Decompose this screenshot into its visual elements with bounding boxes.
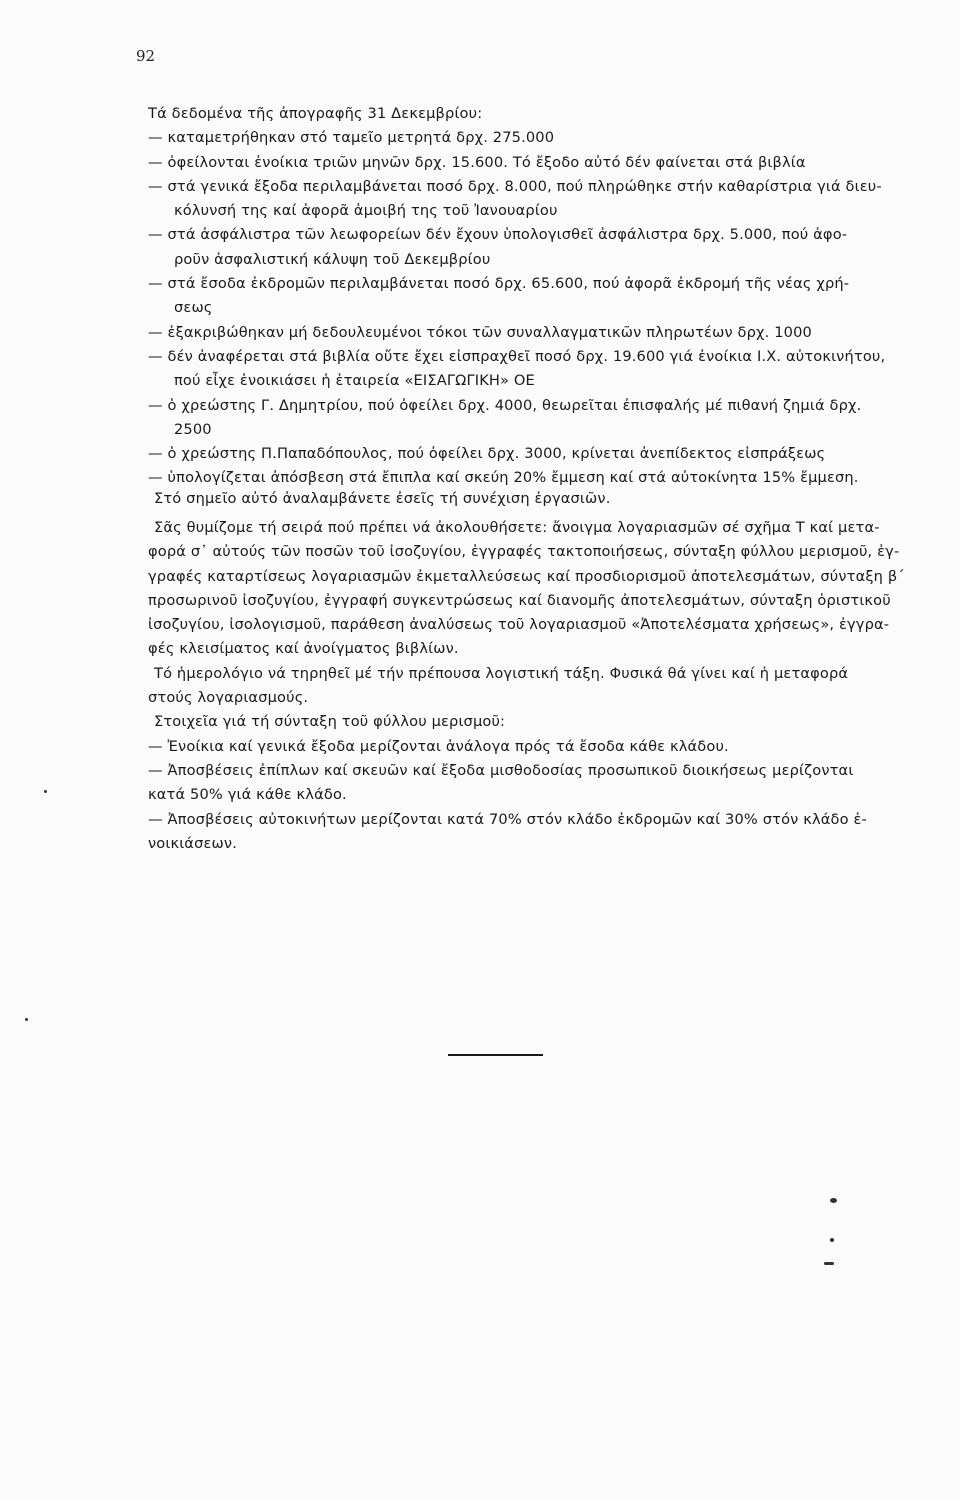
inventory-item: — στά γενικά ἔξοδα περιλαμβάνεται ποσό δρχ. 8.000, πού πληρώθηκε στήν καθαρίστρια γιά διευ-: [148, 177, 882, 195]
page-number: 92: [136, 47, 156, 65]
allocation-heading: Στοιχεῖα γιά τή σύνταξη τοῦ φύλλου μερισμοῦ:: [154, 713, 506, 731]
allocation-item-continuation: νοικιάσεων.: [148, 834, 237, 852]
inventory-item: — ὀφείλονται ἐνοίκια τριῶν μηνῶν δρχ. 15.600. Τό ἔξοδο αὐτό δέν φαίνεται στά βιβλία: [148, 153, 806, 171]
inventory-intro: Τά δεδομένα τῆς ἀπογραφῆς 31 Δεκεμβρίου:: [148, 105, 483, 122]
inventory-item: — ὁ χρεώστης Π.Παπαδόπουλος, πού ὀφείλει δρχ. 3000, κρίνεται ἀνεπίδεκτος εἰσπράξεως: [148, 445, 826, 463]
inventory-item: — στά ἀσφάλιστρα τῶν λεωφορείων δέν ἔχουν ὑπολογισθεῖ ἀσφάλιστρα δρχ. 5.000, πού ἀφο-: [148, 226, 848, 244]
section-divider-rule: [448, 1054, 543, 1056]
inventory-item-continuation: σεως: [174, 299, 213, 317]
scan-speck: [25, 1018, 28, 1021]
inventory-item: — ἐξακριβώθηκαν μή δεδουλευμένοι τόκοι τῶν συναλλαγματικῶν πληρωτέων δρχ. 1000: [148, 323, 812, 341]
resume-paragraph: [148, 487, 948, 511]
inventory-item-continuation: πού εἶχε ἐνοικιάσει ἡ ἑταιρεία «ΕΙΣΑΓΩΓΙΚΗ» ΟΕ: [174, 372, 535, 390]
instructions-line: φορά σ᾽ αὐτούς τῶν ποσῶν τοῦ ἰσοζυγίου, ἐγγραφές τακτοποιήσεως, σύνταξη φύλλου μερισμοῦ, ἐγ-: [148, 543, 900, 561]
allocation-item: — Ἀποσβέσεις αὐτοκινήτων μερίζονται κατά 70% στόν κλάδο ἐκδρομῶν καί 30% στόν κλάδο ἐ-: [148, 810, 867, 828]
inventory-item: — ὁ χρεώστης Γ. Δημητρίου, πού ὀφείλει δρχ. 4000, θεωρεῖται ἐπισφαλής μέ πιθανή ζημιά δρχ.: [148, 396, 862, 414]
scan-speck: [830, 1198, 837, 1203]
allocation-item-continuation: κατά 50% γιά κάθε κλάδο.: [148, 786, 347, 804]
inventory-item-continuation: 2500: [174, 420, 212, 438]
inventory-item: — καταμετρήθηκαν στό ταμεῖο μετρητά δρχ. 275.000: [148, 129, 555, 147]
instructions-line: φές κλεισίματος καί ἀνοίγματος βιβλίων.: [148, 640, 459, 658]
instructions-block: [148, 516, 948, 856]
inventory-item: — δέν ἀναφέρεται στά βιβλία οὔτε ἔχει εἰσπραχθεῖ ποσό δρχ. 19.600 γιά ἐνοίκια Ι.Χ. αὐτοκινήτου,: [148, 347, 886, 365]
allocation-item: — Ἀποσβέσεις ἐπίπλων καί σκευῶν καί ἔξοδα μισθοδοσίας προσωπικοῦ διοικήσεως μερίζονται: [148, 761, 854, 779]
allocation-item: — Ἐνοίκια καί γενικά ἔξοδα μερίζονται ἀνάλογα πρός τά ἔσοδα κάθε κλάδου.: [148, 737, 729, 755]
inventory-item-continuation: κόλυνσή της καί ἀφορᾶ ἀμοιβή της τοῦ Ἰανουαρίου: [174, 202, 558, 220]
inventory-data-block: [148, 102, 948, 491]
inventory-item: — ὑπολογίζεται ἀπόσβεση στά ἔπιπλα καί σκεύη 20% ἔμμεση καί στά αὐτοκίνητα 15% ἔμμεση.: [148, 469, 859, 487]
inventory-item-continuation: ροῦν ἀσφαλιστική κάλυψη τοῦ Δεκεμβρίου: [174, 250, 491, 268]
instructions-line: γραφές καταρτίσεως λογαριασμῶν ἐκμεταλλεύσεως καί προσδιορισμοῦ ἀποτελεσμάτων, σύνταξη β΄: [148, 567, 905, 585]
journal-line: στούς λογαριασμούς.: [148, 689, 309, 707]
instructions-line: προσωρινοῦ ἰσοζυγίου, ἐγγραφή συγκεντρώσεως καί διανομῆς ἀποτελεσμάτων, σύνταξη ὁριστικοῦ: [148, 591, 891, 609]
inventory-item: — στά ἔσοδα ἐκδρομῶν περιλαμβάνεται ποσό δρχ. 65.600, πού ἀφορᾶ ἐκδρομή τῆς νέας χρή-: [148, 275, 850, 293]
resume-text: Στό σημεῖο αὐτό ἀναλαμβάνετε ἐσεῖς τή συνέχιση ἐργασιῶν.: [154, 490, 611, 507]
instructions-line: Σᾶς θυμίζομε τή σειρά πού πρέπει νά ἀκολουθήσετε: ἄνοιγμα λογαριασμῶν σέ σχῆμα Τ καί μετα-: [154, 519, 880, 536]
scan-speck: [830, 1238, 834, 1242]
journal-line: Τό ἡμερολόγιο νά τηρηθεῖ μέ τήν πρέπουσα λογιστική τάξη. Φυσικά θά γίνει καί ἡ μεταφορά: [154, 664, 849, 682]
instructions-line: ἰσοζυγίου, ἰσολογισμοῦ, παράθεση ἀναλύσεως τοῦ λογαριασμοῦ «Ἀποτελέσματα χρήσεως», ἐγγρα-: [148, 616, 890, 634]
scan-speck: [44, 790, 47, 793]
scan-speck: [824, 1262, 834, 1265]
